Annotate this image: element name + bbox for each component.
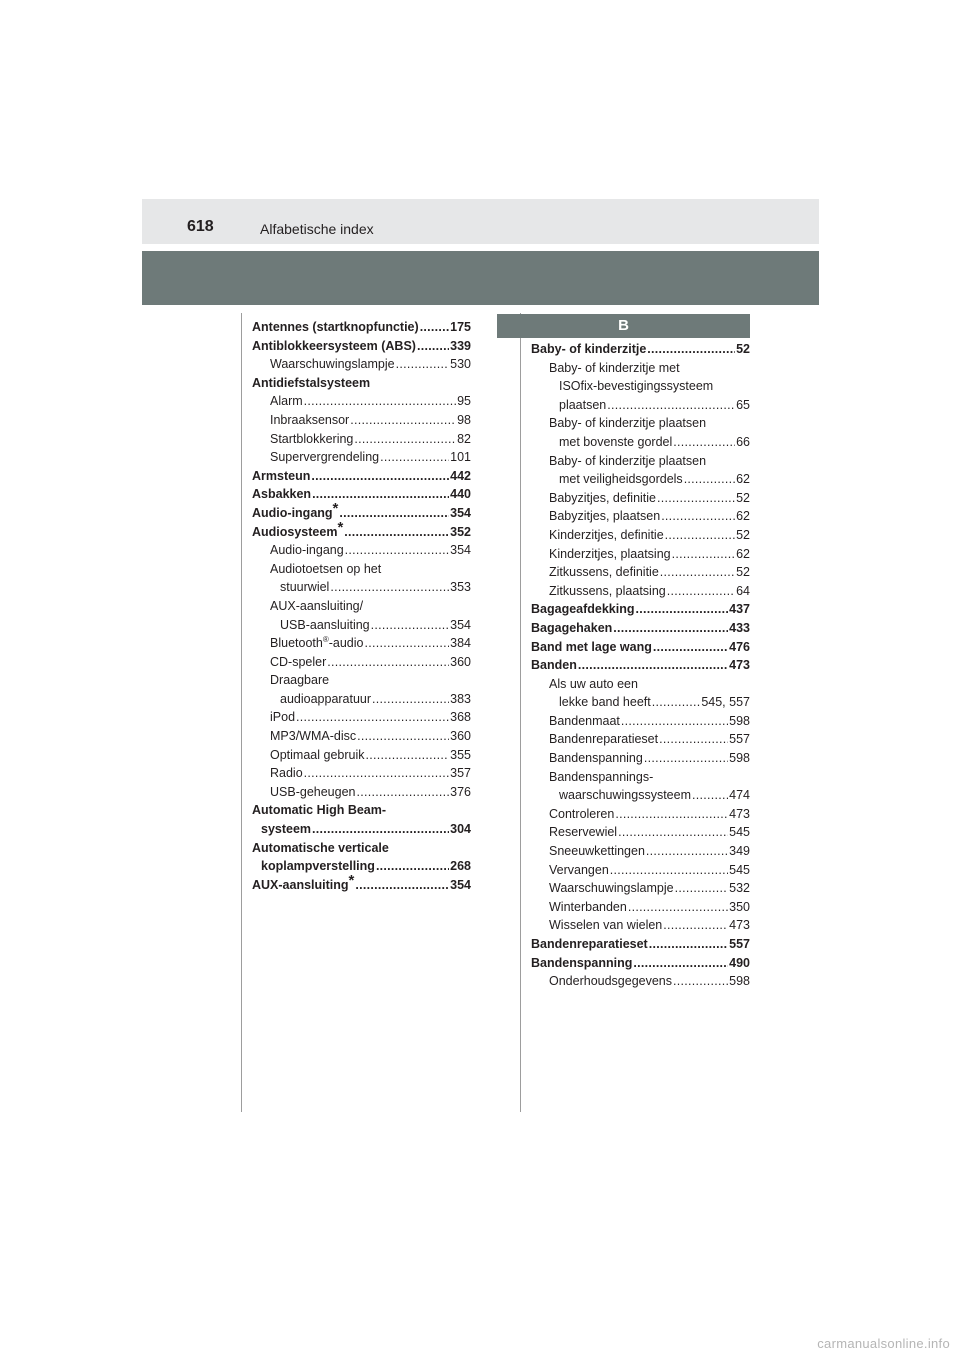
index-entry (252, 560, 471, 579)
dot-leader (344, 523, 449, 542)
index-entry (531, 377, 750, 396)
index-entry-page: 95 (457, 394, 471, 409)
index-entry (252, 764, 471, 783)
index-entry-page: 82 (457, 431, 471, 446)
index-entry-label: Zitkussens, plaatsing (549, 583, 666, 598)
index-entry (531, 359, 750, 378)
index-entry (531, 619, 750, 638)
index-entry-page: 350 (729, 899, 750, 914)
dot-leader (610, 861, 728, 880)
index-entry-label: Controleren (549, 806, 615, 821)
column-divider-left (241, 313, 242, 1112)
index-entry-label: Bandenmaat (549, 713, 620, 728)
dot-leader (372, 690, 449, 709)
index-entry-page: 442 (450, 468, 471, 483)
dot-leader (396, 355, 450, 374)
dot-leader (366, 746, 450, 765)
index-entry-label: plaatsen (559, 397, 607, 412)
index-entry (531, 470, 750, 489)
index-entry (531, 414, 750, 433)
index-entry-page: 349 (729, 844, 750, 859)
index-entry (531, 823, 750, 842)
index-entry (531, 786, 750, 805)
index-entry-label: Als uw auto een (549, 676, 638, 691)
index-entry-label: USB-geheugen (270, 784, 356, 799)
index-entry (531, 340, 750, 359)
index-entry-page: 357 (450, 766, 471, 781)
index-entry-page: 557 (729, 732, 750, 747)
page-header (142, 199, 819, 244)
index-entry-page: 52 (736, 565, 750, 580)
index-entry-page: 598 (729, 974, 750, 989)
index-entry-page: 545, 557 (701, 695, 750, 710)
index-entry-page: 98 (457, 412, 471, 427)
index-entry-page: 473 (729, 658, 750, 673)
index-entry-label: Automatic High Beam- (252, 803, 387, 818)
index-column-left (252, 318, 471, 894)
index-entry-label: koplampverstelling (261, 859, 375, 874)
index-entry (252, 746, 471, 765)
index-entry (252, 430, 471, 449)
index-entry (252, 820, 471, 839)
dot-leader (355, 876, 449, 895)
dot-leader (380, 448, 449, 467)
index-entry-page: 354 (450, 877, 471, 892)
index-entry-page: 354 (450, 505, 471, 520)
index-entry-page: 354 (450, 543, 471, 558)
dot-leader (636, 600, 729, 619)
index-entry (252, 337, 471, 356)
index-entry (252, 871, 471, 895)
dot-leader (357, 727, 449, 746)
index-entry (252, 518, 471, 542)
dot-leader (667, 582, 735, 601)
dot-leader (673, 972, 728, 991)
index-entry (252, 485, 471, 504)
index-entry-page: 473 (729, 918, 750, 933)
index-entry-page: 383 (450, 691, 471, 706)
index-entry-label: Kinderzitjes, plaatsing (549, 546, 671, 561)
index-entry-page: 433 (729, 620, 750, 635)
dot-leader (312, 820, 449, 839)
dot-leader (345, 541, 449, 560)
index-entry-page: 52 (736, 342, 750, 356)
dot-leader (628, 898, 728, 917)
index-entry-label: Babyzitjes, definitie (549, 490, 657, 505)
index-entry-label: Inbraaksensor (270, 412, 350, 427)
index-entry-label: MP3/WMA-disc (270, 729, 357, 744)
index-entry-page: 268 (450, 859, 471, 874)
index-entry (531, 954, 750, 973)
index-entry-page: 354 (450, 617, 471, 632)
index-entry-page: 101 (450, 450, 471, 465)
dot-leader (578, 656, 728, 675)
dot-leader (661, 507, 735, 526)
index-entry-label: Babyzitjes, plaatsen (549, 509, 661, 524)
index-entry-page: 490 (729, 955, 750, 970)
index-entry (531, 675, 750, 694)
index-entry (531, 526, 750, 545)
index-entry (252, 616, 471, 635)
index-entry-label: Band met lage wang (531, 639, 652, 654)
index-entry-page: 545 (729, 862, 750, 877)
dot-leader (646, 842, 728, 861)
dot-leader (647, 340, 735, 359)
dot-leader (663, 916, 728, 935)
index-entry (252, 857, 471, 876)
index-entry-page: 476 (729, 639, 750, 654)
dot-leader (615, 805, 728, 824)
index-entry (531, 805, 750, 824)
index-entry (531, 898, 750, 917)
index-entry-label: Optimaal gebruik (270, 747, 365, 762)
index-entry-page: 52 (736, 527, 750, 542)
dot-leader (692, 786, 728, 805)
index-entry (531, 935, 750, 954)
index-entry (252, 467, 471, 486)
index-entry-label: Onderhoudsgegevens (549, 974, 673, 989)
index-entry (531, 489, 750, 508)
index-entry-label: waarschuwingssysteem (559, 788, 691, 803)
index-entry-label: Baby- of kinderzitje plaatsen (549, 416, 707, 431)
index-entry-page: 352 (450, 524, 471, 539)
index-entry (252, 578, 471, 597)
index-entry (531, 638, 750, 657)
index-entry (252, 541, 471, 560)
index-entry-label: ISOfix-bevestigingssysteem (559, 379, 714, 394)
index-entry-label: Kinderzitjes, definitie (549, 527, 664, 542)
index-entry-label: Baby- of kinderzitje plaatsen (549, 453, 707, 468)
index-entry (252, 839, 471, 858)
index-entry-label: Startblokkering (270, 431, 354, 446)
index-entry (531, 916, 750, 935)
index-entry (531, 749, 750, 768)
index-entry-label: Waarschuwingslampje (549, 881, 674, 896)
index-entry-label: AUX-aansluiting/ (270, 598, 364, 613)
index-entry-page: 175 (450, 320, 471, 334)
index-entry (531, 861, 750, 880)
index-entry-label: Automatische verticale (252, 840, 389, 855)
dot-leader (657, 489, 735, 508)
index-entry (252, 411, 471, 430)
page-number: 618 (187, 218, 214, 235)
dot-leader (644, 749, 728, 768)
index-entry-label: Audiosysteem* (252, 518, 344, 539)
dot-leader (339, 504, 449, 523)
page-title: Alfabetische index (260, 221, 374, 237)
dot-leader (659, 730, 728, 749)
index-entry (252, 653, 471, 672)
index-entry-label: met veiligheidsgordels (559, 472, 683, 487)
dot-leader (675, 879, 729, 898)
index-entry-label: Alarm (270, 394, 303, 409)
index-entry-label: USB-aansluiting (280, 617, 370, 632)
dot-leader (660, 563, 735, 582)
index-entry (252, 392, 471, 411)
index-entry (252, 499, 471, 523)
index-entry-page: 376 (450, 784, 471, 799)
index-entry (531, 600, 750, 619)
index-entry-label: Antidiefstalsysteem (252, 375, 371, 390)
index-entry-label: Winterbanden (549, 899, 627, 914)
index-entry-page: 304 (450, 822, 471, 837)
index-entry (531, 879, 750, 898)
index-entry (531, 582, 750, 601)
index-entry-label: Audio-ingang* (252, 499, 339, 520)
index-entry (531, 507, 750, 526)
dot-leader (420, 318, 449, 337)
dot-leader (304, 392, 456, 411)
index-entry (252, 634, 471, 653)
dot-leader (618, 823, 728, 842)
index-entry (252, 374, 471, 393)
dot-leader (621, 712, 728, 731)
index-entry (531, 396, 750, 415)
index-entry-label: Radio (270, 766, 303, 781)
index-entry-page: 384 (450, 636, 471, 651)
index-entry-label: Zitkussens, definitie (549, 565, 659, 580)
index-entry (531, 452, 750, 471)
index-entry-label: Reservewiel (549, 825, 618, 840)
index-entry-label: Waarschuwingslampje (270, 357, 395, 372)
dot-leader (371, 616, 450, 635)
index-entry (252, 318, 471, 337)
index-entry-page: 557 (729, 937, 750, 951)
index-entry-label: Bandenreparatieset (549, 732, 659, 747)
index-entry-label: met bovenste gordel (559, 434, 673, 449)
dot-leader (607, 396, 735, 415)
index-entry-label: audioapparatuur (280, 691, 372, 706)
index-entry-page: 360 (450, 729, 471, 744)
index-entry-label: lekke band heeft (559, 695, 651, 710)
column-divider-right (520, 313, 521, 1112)
registered-mark: ® (322, 635, 329, 645)
index-entry-label: Baby- of kinderzitje (531, 342, 647, 356)
index-entry (252, 690, 471, 709)
index-entry (531, 563, 750, 582)
index-entry (252, 727, 471, 746)
index-entry-page: 353 (450, 580, 471, 595)
index-entry-label: stuurwiel (280, 580, 330, 595)
dot-leader (327, 653, 449, 672)
index-entry-page: 474 (729, 788, 750, 803)
index-entry (252, 708, 471, 727)
dot-leader (376, 857, 449, 876)
section-letter-heading: B (497, 314, 750, 338)
dot-leader (672, 545, 735, 564)
index-entry-page: 355 (450, 747, 471, 762)
index-entry-label: Vervangen (549, 862, 609, 877)
index-entry-page: 440 (450, 487, 471, 502)
index-entry-page: 65 (736, 397, 750, 412)
index-entry-label: Sneeuwkettingen (549, 844, 645, 859)
dot-leader (311, 467, 449, 486)
index-entry (531, 545, 750, 564)
index-entry-label: Antiblokkeersysteem (ABS) (252, 338, 416, 353)
index-entry-page: 598 (729, 751, 750, 766)
index-entry-label: Bandenreparatieset (531, 937, 648, 951)
index-entry-page: 64 (736, 583, 750, 598)
index-entry (531, 656, 750, 675)
index-entry-page: 530 (450, 357, 471, 372)
index-entry-label: systeem (261, 822, 312, 837)
index-entry-label: Supervergrendeling (270, 450, 380, 465)
index-entry-page: 368 (450, 710, 471, 725)
index-entry-label: Bluetooth®-audio (270, 635, 364, 651)
index-entry (252, 801, 471, 820)
dot-leader (356, 783, 449, 802)
dot-leader (649, 935, 728, 954)
index-entry (252, 671, 471, 690)
index-entry-page: 62 (736, 472, 750, 487)
dot-leader (364, 634, 449, 653)
index-entry (531, 693, 750, 712)
index-entry-page: 360 (450, 654, 471, 669)
index-entry (531, 972, 750, 991)
dot-leader (417, 337, 449, 356)
index-entry (531, 842, 750, 861)
index-entry (531, 712, 750, 731)
dot-leader (652, 693, 701, 712)
index-entry (252, 448, 471, 467)
index-entry-page: 598 (729, 713, 750, 728)
index-entry-label: Bagagehaken (531, 620, 613, 635)
footnote-star: * (348, 871, 355, 889)
index-entry (252, 783, 471, 802)
footnote-star: * (337, 518, 344, 536)
index-entry (531, 730, 750, 749)
index-entry-page: 62 (736, 546, 750, 561)
index-entry-label: CD-speler (270, 654, 327, 669)
dot-leader (350, 411, 456, 430)
dot-leader (665, 526, 735, 545)
dot-leader (304, 764, 449, 783)
index-entry-label: Antennes (startknopfunctie) (252, 320, 419, 334)
index-entry (531, 433, 750, 452)
dot-leader (296, 708, 449, 727)
index-entry-label: Audiotoetsen op het (270, 561, 382, 576)
index-entry-label: Bandenspannings- (549, 769, 654, 784)
watermark: carmanualsonline.info (817, 1336, 950, 1351)
index-entry-page: 473 (729, 806, 750, 821)
index-entry-label: Armsteun (252, 468, 311, 483)
index-entry (252, 355, 471, 374)
index-entry (252, 597, 471, 616)
index-entry-page: 339 (450, 338, 471, 353)
index-entry-label: AUX-aansluiting* (252, 871, 355, 892)
index-column-right (531, 340, 750, 991)
index-entry-label: Bandenspanning (549, 751, 643, 766)
index-entry-page: 437 (729, 602, 750, 617)
index-entry-label: Bandenspanning (531, 955, 633, 970)
dot-leader (613, 619, 728, 638)
index-entry-label: Bagageafdekking (531, 602, 635, 617)
index-entry (531, 768, 750, 787)
dot-leader (633, 954, 728, 973)
index-entry-label: Audio-ingang (270, 543, 344, 558)
index-entry-page: 545 (729, 825, 750, 840)
dot-leader (330, 578, 449, 597)
index-entry-page: 62 (736, 509, 750, 524)
dot-leader (684, 470, 735, 489)
index-entry-label: Banden (531, 658, 577, 673)
index-entry-label: Wisselen van wielen (549, 918, 663, 933)
index-entry-label: Asbakken (252, 487, 312, 502)
index-entry-label: Baby- of kinderzitje met (549, 360, 680, 375)
index-entry-page: 52 (736, 490, 750, 505)
index-entry-page: 532 (729, 881, 750, 896)
dot-leader (673, 433, 735, 452)
index-entry-label: Draagbare (270, 673, 330, 688)
header-band (142, 251, 819, 305)
dot-leader (653, 638, 728, 657)
index-entry-label: iPod (270, 710, 296, 725)
footnote-star: * (332, 499, 339, 517)
dot-leader (354, 430, 456, 449)
index-entry-page: 66 (736, 434, 750, 449)
